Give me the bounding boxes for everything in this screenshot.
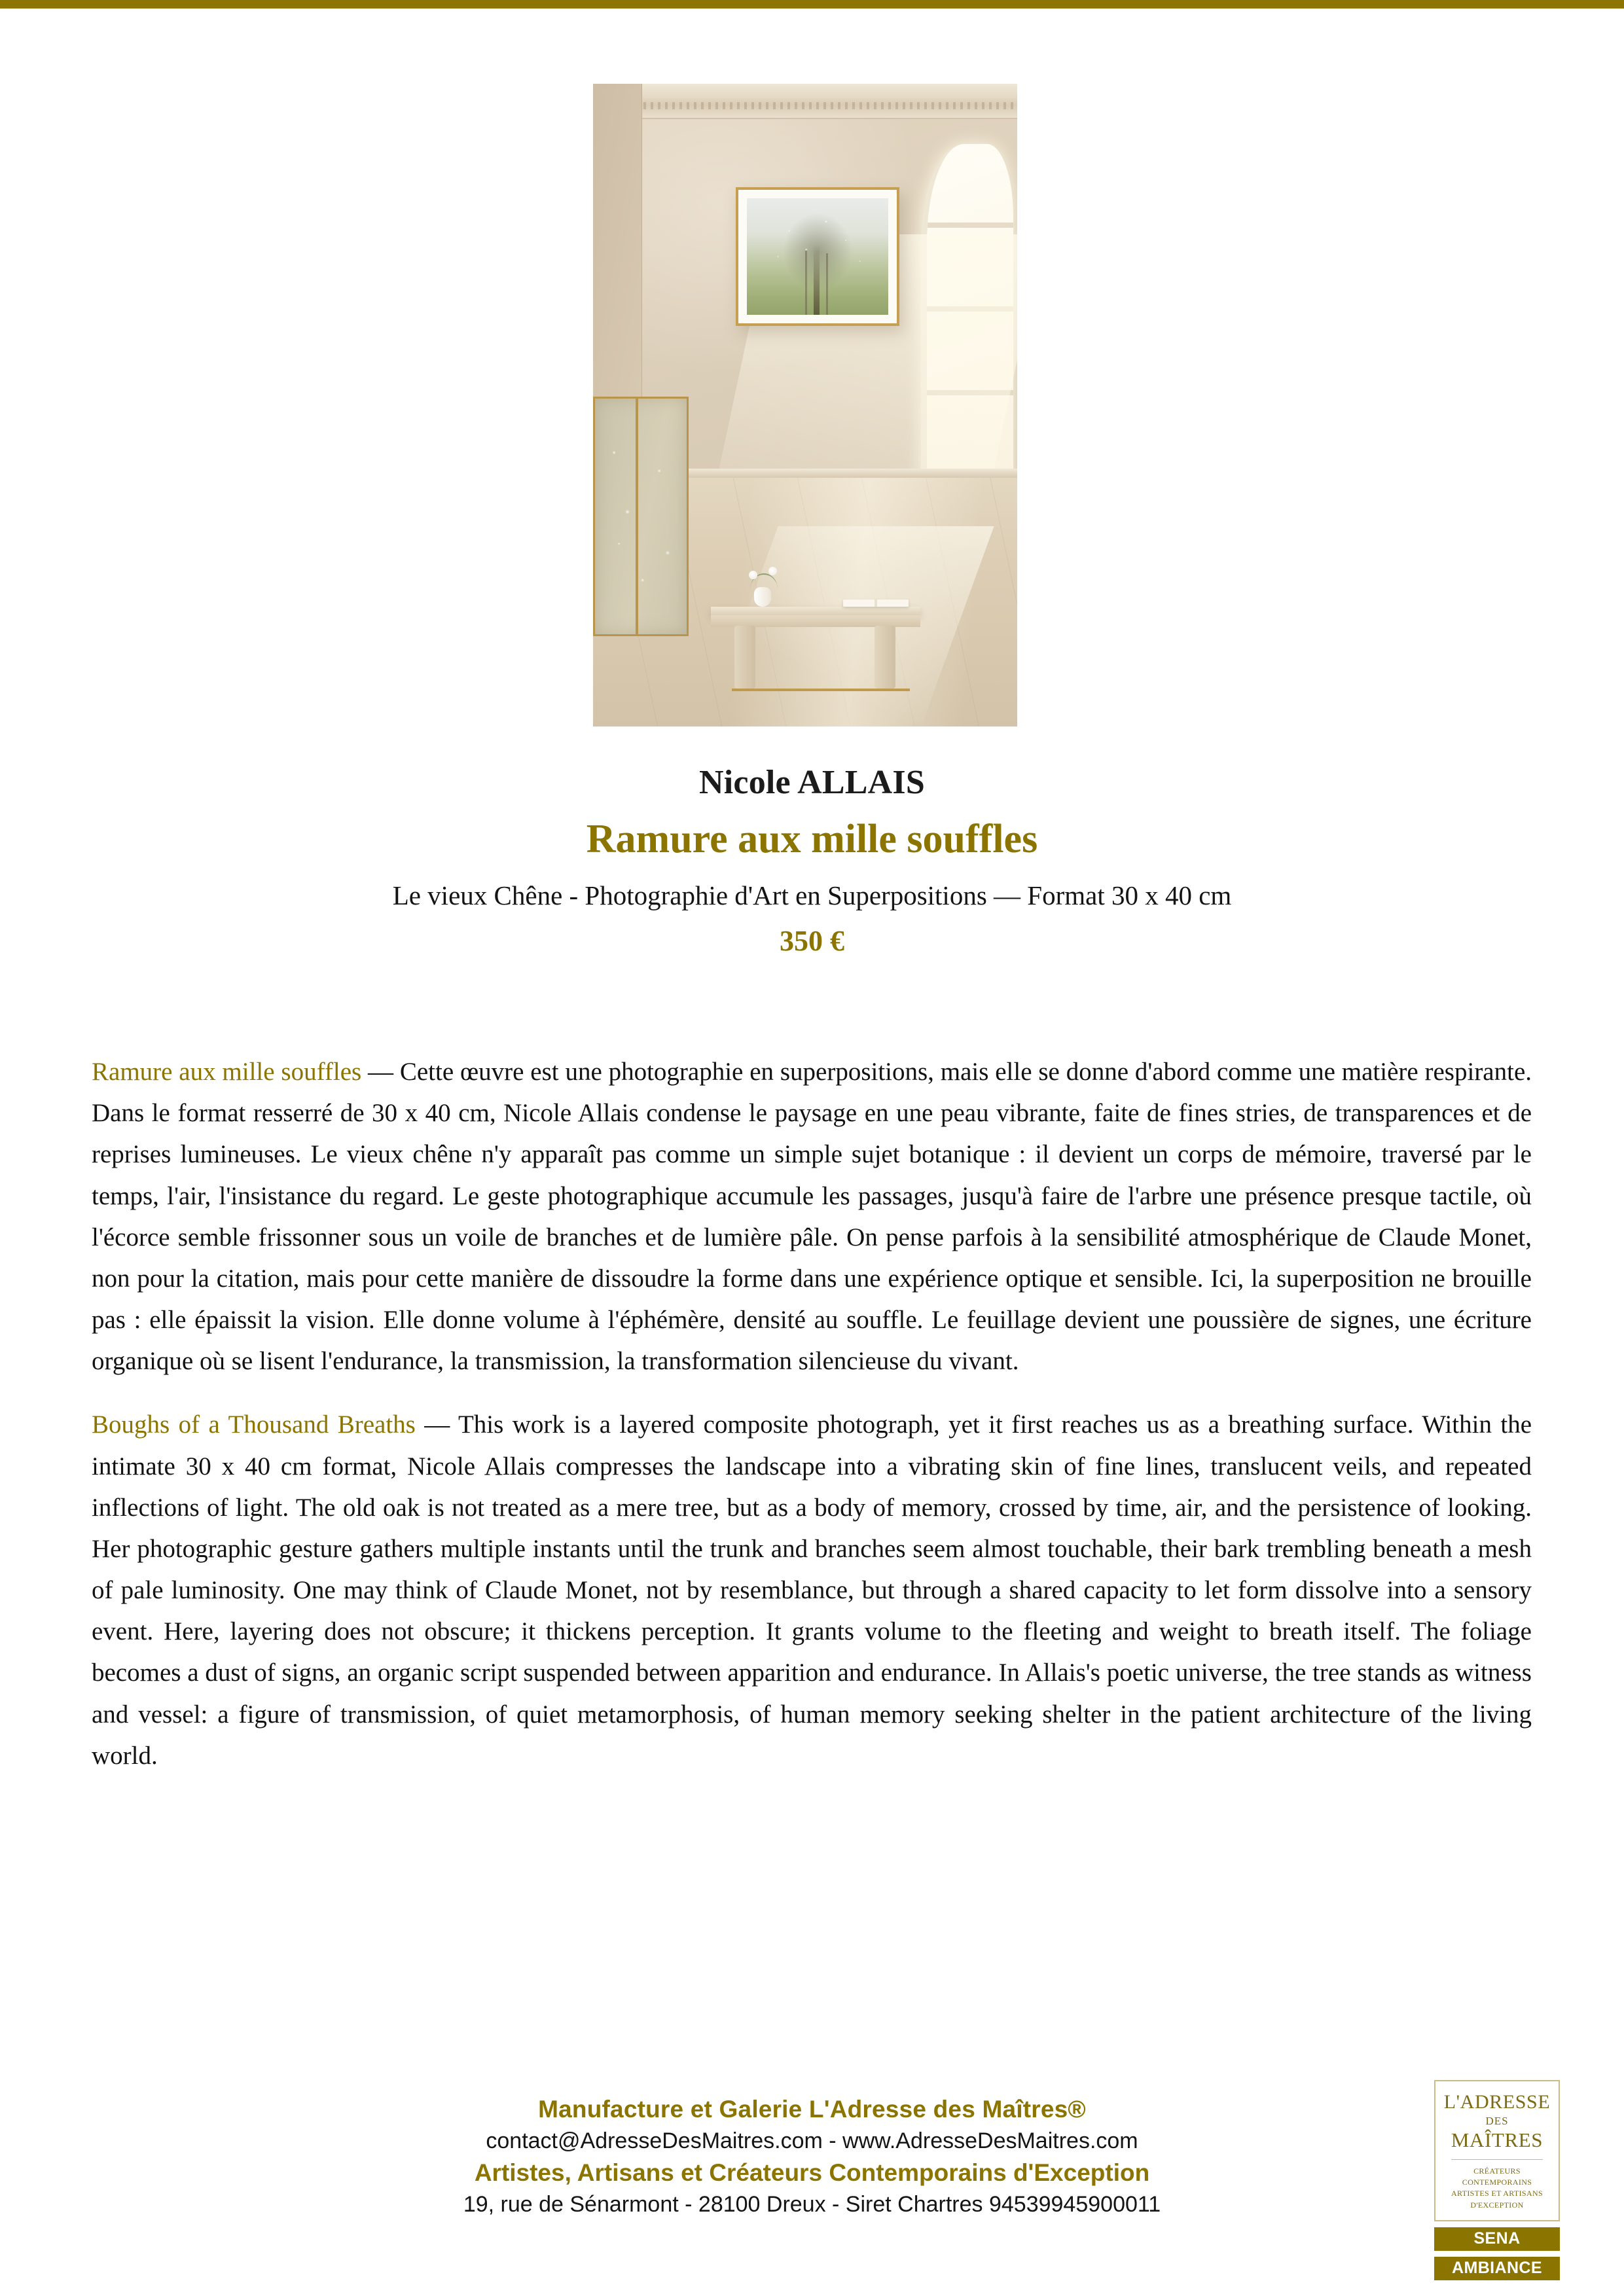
artist-name: Nicole ALLAIS <box>699 764 925 801</box>
artwork-photograph <box>593 84 1017 726</box>
footer-address-line: 19, rue de Sénarmont - 28100 Dreux - Siret Chartres 94539945900011 <box>463 2192 1161 2217</box>
artwork-subtitle: Le vieux Chêne - Photographie d'Art en Superpositions — Format 30 x 40 cm <box>392 880 1232 910</box>
artwork-title: Ramure aux mille souffles <box>586 817 1038 861</box>
footer-tagline: Artistes, Artisans et Créateurs Contemporains d'Exception <box>474 2159 1150 2186</box>
description-body-fr: Cette œuvre est une photographie en superpositions, mais elle se donne d'abord comme une matière respirante. Dans le format resserré de 30 x 40 cm, Nicole Allais condense le paysage en une peau vibrante, faite de fines stries, de transparences et de reprises lumineuses. Le vieux chêne n'y apparaît pas comme un simple sujet botanique : il devient un corps de mémoire, traversé par le temps, l'air, l'insistance du regard. Le geste photographique accumule les passages, jusqu'à faire de l'arbre une présence presque tactile, où l'écorce semble frissonner sous un voile de branches et de lumière pâle. On pense parfois à la sensibilité atmosphérique de Claude Monet, non pour la citation, mais pour cette manière de dissoudre la forme dans une expérience optique et sensible. Ici, la superposition ne brouille pas : elle épaissit la vision. Elle donne volume à l'éphémère, densité au souffle. Le feuillage devient une poussière de signes, une écriture organique où se lisent l'endurance, la transmission, la transformation silencieuse du vivant. <box>92 1058 1532 1376</box>
badge-sena: SENA <box>1434 2227 1560 2251</box>
interior-scene <box>593 84 1017 726</box>
cornice-moulding <box>593 84 1017 119</box>
white-rose-bloom <box>768 567 777 575</box>
logo-line-adresse: L'ADRESSE <box>1443 2091 1551 2113</box>
description-body-en: This work is a layered composite photograph, yet it first reaches us as a breathing surface. Within the intimate 30 x 40 cm format, Nicole Allais compresses the landscape into a vibrating skin of fine lines, translucent veils, and repeated inflections of light. The old oak is not treated as a mere tree, but as a body of memory, crossed by time, air, and the persistence of looking. Her photographic gesture gathers multiple instants until the trunk and branches seem almost touchable, their bark trembling beneath a mesh of pale luminosity. One may think of Claude Monet, not by resemblance, but through a shared capacity to let form dissolve into a sensory event. Here, layering does not obscure; it thickens perception. It grants volume to the fleeting and weight to breath itself. The foliage becomes a dust of signs, an organic script suspended between apparition and endurance. In Allais's poetic universe, the tree stands as witness and vessel: a figure of transmission, of quiet metamorphosis, of human memory seeking shelter in the patient architecture of the living world. <box>92 1410 1532 1770</box>
logo-subtitle-line-1: CRÉATEURS CONTEMPORAINS <box>1462 2166 1532 2187</box>
description-dash-fr: — <box>361 1058 400 1086</box>
footer-contact-block <box>0 2096 1624 2217</box>
console-leg-left <box>734 626 755 689</box>
ceramic-vase <box>754 587 771 607</box>
console-leg-right <box>875 626 895 689</box>
logo-subtitle-line-2: ARTISTES ET ARTISANS <box>1451 2189 1543 2198</box>
open-book <box>843 600 909 607</box>
artwork-header <box>0 763 1624 958</box>
framed-artwork <box>736 187 899 326</box>
footer-contact-line[interactable]: contact@AdresseDesMaitres.com - www.AdresseDesMaitres.com <box>486 2128 1138 2153</box>
description-lead-en: Boughs of a Thousand Breaths <box>92 1410 416 1439</box>
artwork-price: 350 € <box>780 925 844 957</box>
artwork-description <box>92 1051 1532 1799</box>
white-rose-bloom <box>749 571 757 579</box>
badge-ambiance: AMBIANCE <box>1434 2257 1560 2280</box>
page-footer <box>0 2091 1624 2278</box>
console-brass-stretcher <box>732 689 910 691</box>
adresse-des-maitres-logo <box>1434 2080 1560 2221</box>
logo-divider <box>1451 2159 1543 2160</box>
brand-logo-cluster <box>1434 2080 1560 2280</box>
top-accent-bar <box>0 0 1624 9</box>
console-table-top <box>711 607 920 615</box>
logo-line-des: DES <box>1485 2114 1509 2127</box>
description-dash-en: — <box>415 1410 458 1439</box>
description-lead-fr: Ramure aux mille souffles <box>92 1058 362 1086</box>
oak-tree-photograph <box>747 198 888 315</box>
footer-company-name: Manufacture et Galerie L'Adresse des Maîtres® <box>538 2096 1086 2123</box>
folding-screen <box>593 397 689 636</box>
logo-line-maitres: MAÎTRES <box>1451 2128 1543 2151</box>
description-paragraph-fr <box>92 1051 1532 1382</box>
logo-subtitle-line-3: D'EXCEPTION <box>1470 2200 1524 2210</box>
description-paragraph-en <box>92 1404 1532 1776</box>
